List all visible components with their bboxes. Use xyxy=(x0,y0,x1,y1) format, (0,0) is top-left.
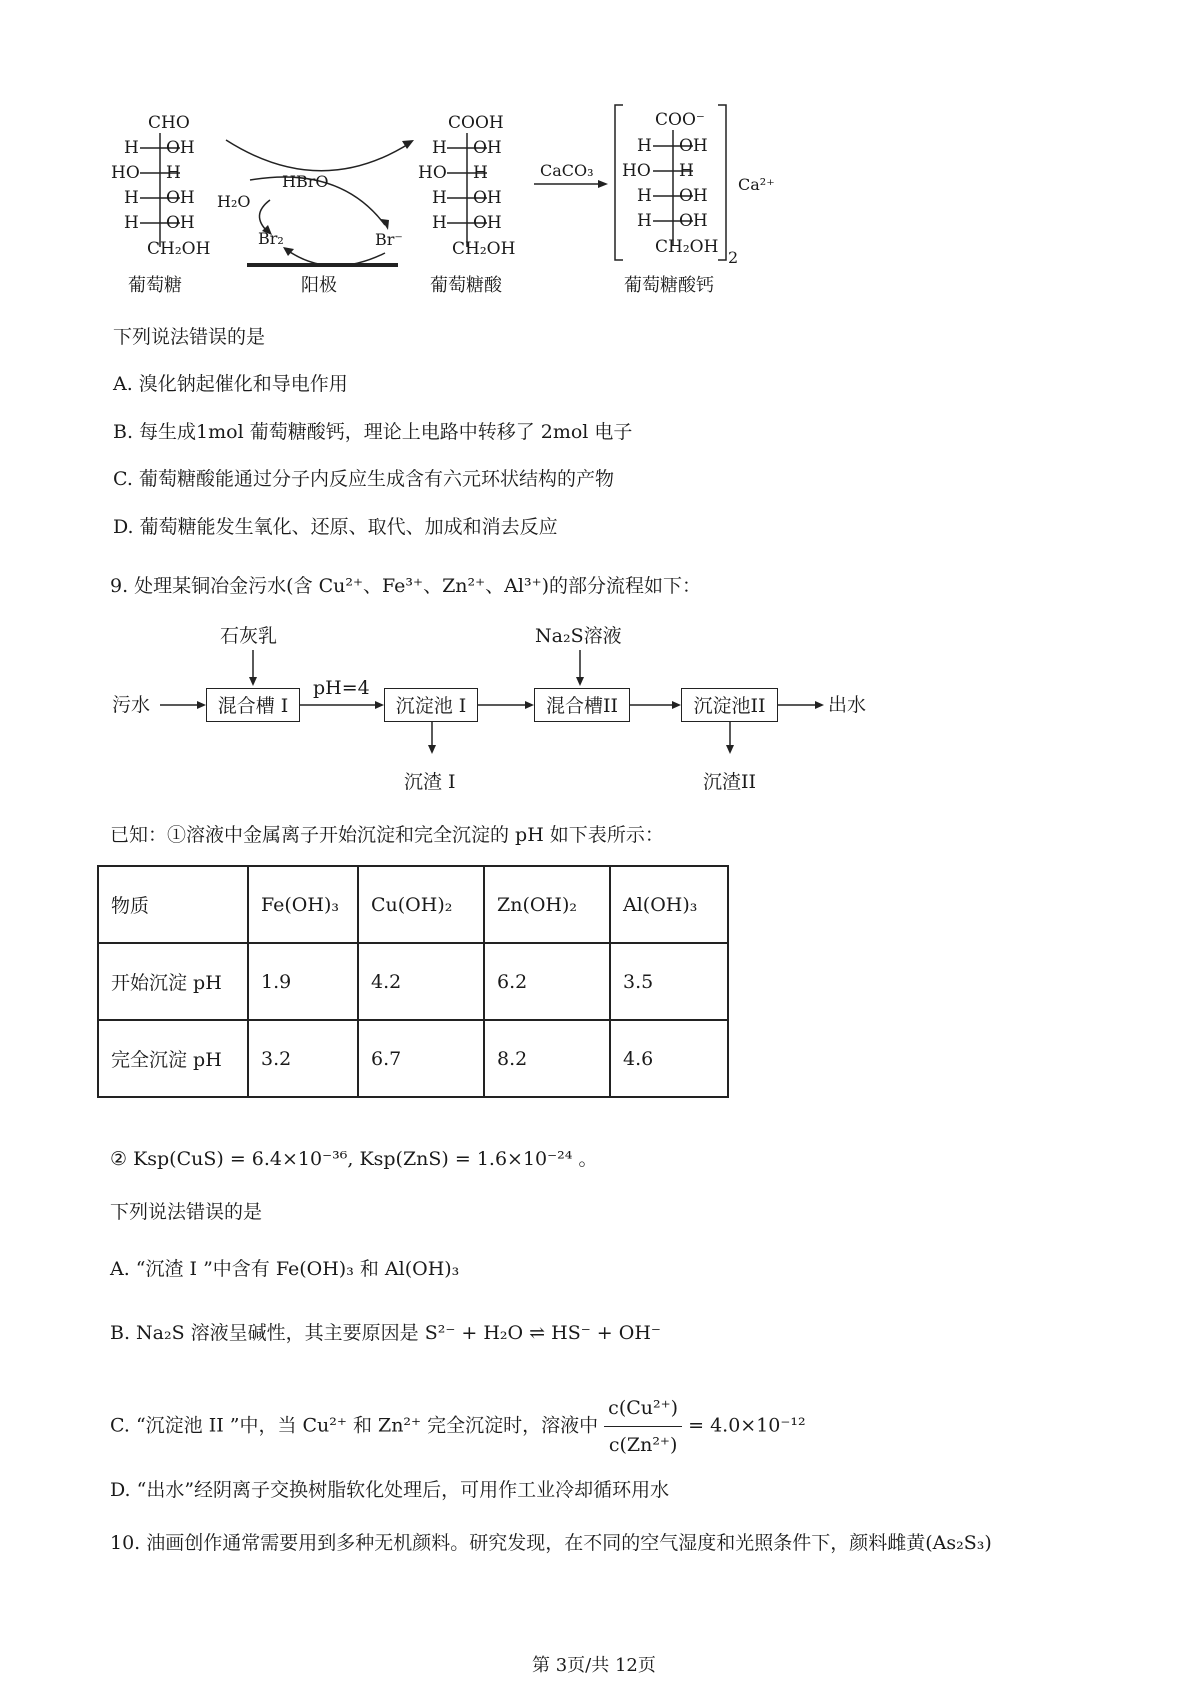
gluconic-oh1: OH xyxy=(473,138,502,158)
cag-h4: H xyxy=(637,211,652,231)
glucose-oh1: OH xyxy=(166,138,195,158)
q9-stem: 9. 处理某铜冶金污水(含 Cu²⁺、Fe³⁺、Zn²⁺、Al³⁺)的部分流程如下： xyxy=(110,575,702,597)
table-header: 物质 xyxy=(98,866,248,943)
q9-option-c-value: = 4.0×10⁻¹² xyxy=(688,1414,806,1437)
cag-oh4: OH xyxy=(679,211,708,231)
gluconic-h1: H xyxy=(432,138,447,158)
flow-na2s: Na₂S溶液 xyxy=(535,625,622,647)
q9-known1: 已知：①溶液中金属离子开始沉淀和完全沉淀的 pH 如下表所示： xyxy=(110,824,664,846)
flow-residue1: 沉渣 I xyxy=(404,771,456,793)
flow-lime: 石灰乳 xyxy=(220,625,278,647)
q8-option-d: D. 葡萄糖能发生氧化、还原、取代、加成和消去反应 xyxy=(113,516,558,538)
table-cell: 完全沉淀 pH xyxy=(98,1020,248,1097)
glucose-ho2: HO xyxy=(111,163,140,183)
q9-known2: ② Ksp(CuS) = 6.4×10⁻³⁶, Ksp(ZnS) = 1.6×10⁻²⁴ 。 xyxy=(110,1148,598,1170)
flow-input: 污水 xyxy=(112,694,151,716)
table-cell: 1.9 xyxy=(248,943,358,1020)
cag-oh1: OH xyxy=(679,136,708,156)
caco3-label: CaCO₃ xyxy=(540,161,594,180)
flow-tank2: 混合槽II xyxy=(534,688,630,722)
h2o-label: H₂O xyxy=(217,192,251,211)
cag-subscript: 2 xyxy=(728,248,739,267)
table-header: Al(OH)₃ xyxy=(610,866,728,943)
cag-cation: Ca²⁺ xyxy=(738,175,775,194)
gluconic-oh4: OH xyxy=(473,213,502,233)
gluconic-h2: H xyxy=(473,163,488,183)
table-header: Zn(OH)₂ xyxy=(484,866,610,943)
table-cell: 6.7 xyxy=(358,1020,484,1097)
cag-h2: H xyxy=(679,161,694,181)
glucose-label: 葡萄糖 xyxy=(128,275,182,296)
glucose-oh3: OH xyxy=(166,188,195,208)
cag-ho2: HO xyxy=(622,161,651,181)
table-cell: 3.2 xyxy=(248,1020,358,1097)
br2-label: Br₂ xyxy=(258,229,284,248)
anode-label: 阳极 xyxy=(301,275,337,296)
cag-bottom: CH₂OH xyxy=(655,237,719,257)
gluconic-label: 葡萄糖酸 xyxy=(430,275,502,296)
table-header: Cu(OH)₂ xyxy=(358,866,484,943)
glucose-h1: H xyxy=(124,138,139,158)
q10-stem: 10. 油画创作通常需要用到多种无机颜料。研究发现，在不同的空气湿度和光照条件下，颜料雌黄(As₂S₃) xyxy=(110,1532,992,1554)
ratio-numerator: c(Cu²⁺) xyxy=(604,1390,682,1427)
table-row xyxy=(98,943,728,1020)
flow-pool1: 沉淀池 I xyxy=(384,688,478,722)
q8-stem: 下列说法错误的是 xyxy=(113,326,266,348)
glucose-h3: H xyxy=(124,188,139,208)
q9-stem2: 下列说法错误的是 xyxy=(110,1201,263,1223)
q9-option-a: A. “沉渣 I ”中含有 Fe(OH)₃ 和 Al(OH)₃ xyxy=(110,1258,460,1280)
table-header: Fe(OH)₃ xyxy=(248,866,358,943)
cag-top: COO⁻ xyxy=(655,110,705,130)
flow-ph: pH=4 xyxy=(313,677,370,699)
q8-option-b: B. 每生成1mol 葡萄糖酸钙，理论上电路中转移了 2mol 电子 xyxy=(113,421,633,443)
q9-option-c xyxy=(110,1390,806,1463)
glucose-bottom: CH₂OH xyxy=(147,239,211,259)
ratio-denominator: c(Zn²⁺) xyxy=(608,1434,678,1456)
q8-option-a: A. 溴化钠起催化和导电作用 xyxy=(113,373,348,395)
flow-tank1: 混合槽 I xyxy=(206,688,300,722)
q9-option-c-text: C. “沉淀池 II ”中，当 Cu²⁺ 和 Zn²⁺ 完全沉淀时，溶液中 xyxy=(110,1414,599,1437)
gluconic-oh3: OH xyxy=(473,188,502,208)
cag-h3: H xyxy=(637,186,652,206)
glucose-top: CHO xyxy=(148,113,190,133)
gluconic-ho2: HO xyxy=(418,163,447,183)
precipitation-table xyxy=(97,865,729,1098)
br-minus-label: Br⁻ xyxy=(375,230,403,249)
flow-residue2: 沉渣II xyxy=(703,771,757,793)
gluconic-top: COOH xyxy=(448,113,504,133)
glucose-h4: H xyxy=(124,213,139,233)
hbro-label: HBrO xyxy=(282,172,329,191)
flow-pool2: 沉淀池II xyxy=(681,688,778,722)
cag-oh3: OH xyxy=(679,186,708,206)
page-footer: 第 3页/共 12页 xyxy=(532,1655,656,1676)
gluconic-bottom: CH₂OH xyxy=(452,239,516,259)
cag-label: 葡萄糖酸钙 xyxy=(624,275,714,296)
q9-option-d: D. “出水”经阴离子交换树脂软化处理后，可用作工业冷却循环用水 xyxy=(110,1479,670,1501)
glucose-h2: H xyxy=(166,163,181,183)
cag-h1: H xyxy=(637,136,652,156)
gluconic-h4: H xyxy=(432,213,447,233)
flow-output: 出水 xyxy=(828,694,867,716)
table-cell: 3.5 xyxy=(610,943,728,1020)
table-cell: 8.2 xyxy=(484,1020,610,1097)
q9-option-b: B. Na₂S 溶液呈碱性，其主要原因是 S²⁻ + H₂O ⇌ HS⁻ + OH⁻ xyxy=(110,1322,661,1344)
table-cell: 6.2 xyxy=(484,943,610,1020)
table-cell: 开始沉淀 pH xyxy=(98,943,248,1020)
table-header-row xyxy=(98,866,728,943)
table-cell: 4.6 xyxy=(610,1020,728,1097)
q8-option-c: C. 葡萄糖酸能通过分子内反应生成含有六元环状结构的产物 xyxy=(113,468,614,490)
gluconic-h3: H xyxy=(432,188,447,208)
concentration-ratio xyxy=(604,1390,682,1463)
table-row xyxy=(98,1020,728,1097)
table-cell: 4.2 xyxy=(358,943,484,1020)
glucose-oh4: OH xyxy=(166,213,195,233)
